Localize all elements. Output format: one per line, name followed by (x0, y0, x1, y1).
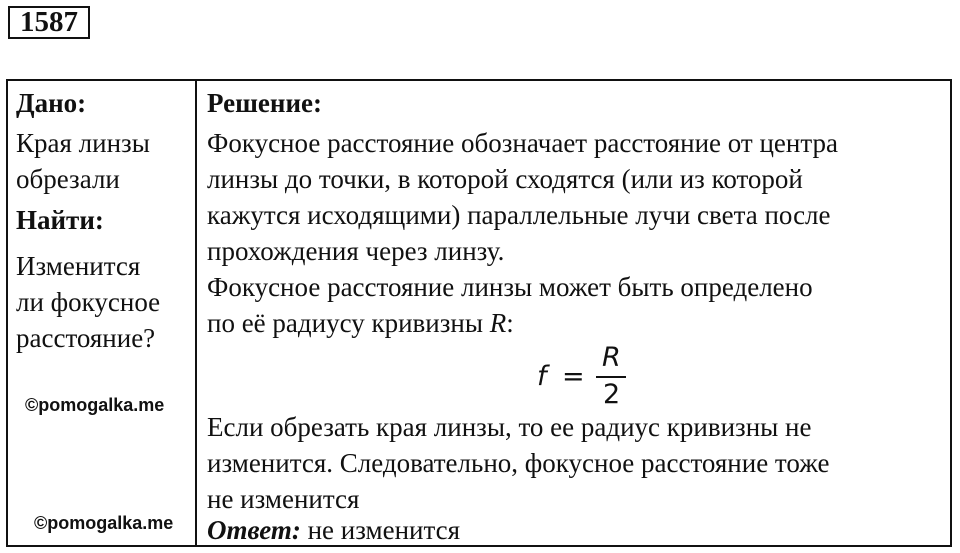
formula-equals: = (562, 361, 585, 392)
formula-denominator: 2 (603, 379, 621, 410)
solution-line: Фокусное расстояние линзы может быть определено (207, 272, 813, 302)
solution-column (197, 81, 950, 545)
radius-variable: R (489, 308, 507, 338)
solution-text: : (506, 308, 514, 338)
answer-label: Ответ: (207, 515, 301, 545)
solution-text: по её радиусу кривизны (207, 308, 490, 338)
formula-lhs: f (537, 361, 547, 392)
watermark: ©pomogalka.me (25, 395, 165, 415)
task-table (6, 79, 952, 547)
find-heading: Найти: (16, 205, 104, 235)
find-line: Изменится (16, 251, 141, 281)
focal-length-formula (533, 339, 643, 415)
solution-line: Если обрезать края линзы, то ее радиус кривизны не (207, 412, 812, 442)
solution-line: линзы до точки, в которой сходятся (или из которой (207, 164, 803, 194)
solution-line: Фокусное расстояние обозначает расстояние от центра (207, 128, 838, 158)
watermark: ©pomogalka.me (34, 513, 174, 533)
given-line: Края линзы (16, 128, 150, 158)
find-line: расстояние? (16, 323, 156, 353)
fraction-bar (596, 376, 626, 378)
find-line: ли фокусное (16, 287, 161, 317)
given-column (8, 81, 195, 545)
answer-text: не изменится (300, 515, 461, 545)
solution-line: кажутся исходящими) параллельные лучи света после (207, 200, 831, 230)
given-heading: Дано: (16, 88, 87, 118)
solution-line: не изменится (207, 484, 360, 514)
solution-line (207, 305, 514, 341)
solution-line: прохождения через линзу. (207, 236, 505, 266)
answer-line (207, 513, 460, 547)
formula-numerator: R (602, 342, 621, 373)
solution-line: изменится. Следовательно, фокусное расстояние тоже (207, 448, 830, 478)
problem-number: 1587 (8, 6, 90, 39)
given-line: обрезали (16, 164, 120, 194)
solution-heading: Решение: (207, 88, 322, 118)
